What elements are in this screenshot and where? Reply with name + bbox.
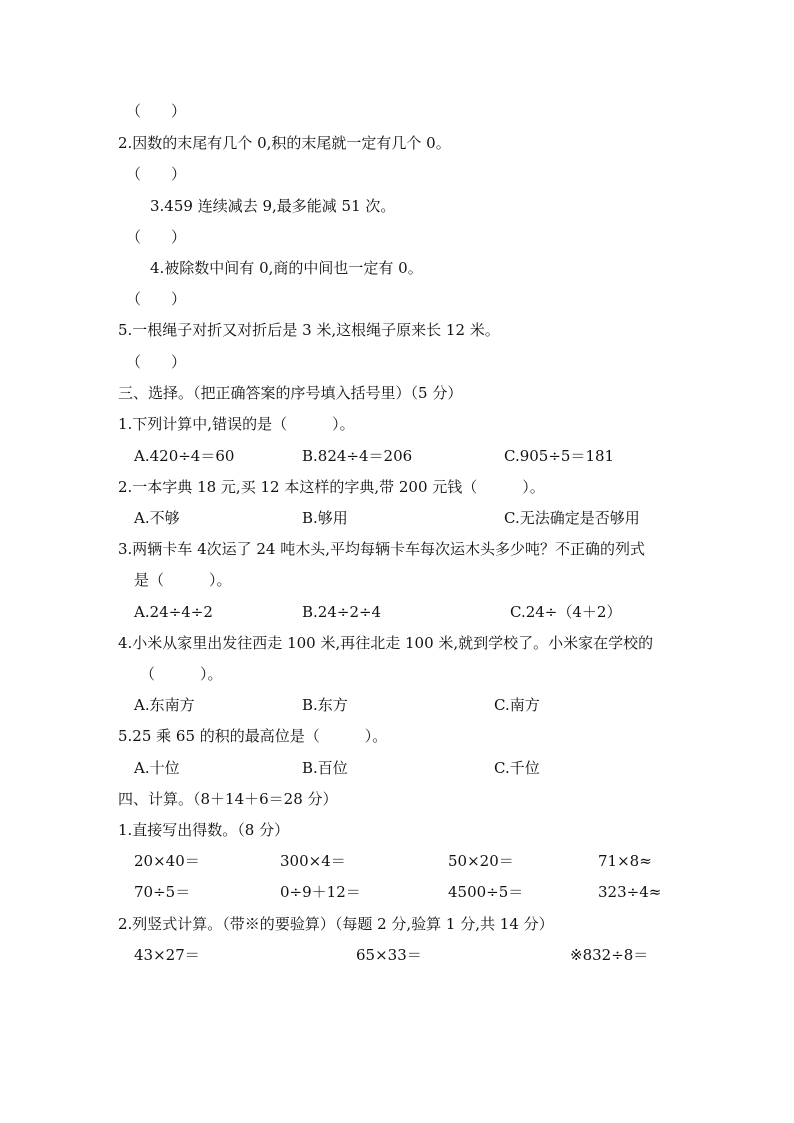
judge-item: 3.459 连续减去 9,最多能减 51 次。: [150, 197, 396, 215]
option-a: A.不够: [134, 509, 180, 527]
question-stem: 5.25 乘 65 的积的最高位是（ ）。: [118, 727, 388, 745]
option-b: B.够用: [302, 509, 348, 527]
calc-problem: 20×40＝: [134, 852, 200, 870]
calc-problem: 70÷5＝: [134, 883, 191, 901]
option-b: B.824÷4＝206: [302, 447, 413, 465]
calc-problem: 50×20＝: [448, 852, 514, 870]
option-c: C.905÷5＝181: [504, 447, 615, 465]
option-c: C.千位: [494, 759, 540, 777]
calc-problem: 65×33＝: [356, 946, 422, 964]
calc-problem: 43×27＝: [134, 946, 200, 964]
option-c: C.24÷（4＋2）: [510, 603, 622, 621]
answer-paren[interactable]: （ ）: [126, 290, 187, 308]
question-stem: 4.小米从家里出发往西走 100 米,再往北走 100 米,就到学校了。小米家在学校的: [118, 634, 654, 652]
calc-problem: 323÷4≈: [598, 883, 662, 901]
calc-problem: 300×4＝: [280, 852, 346, 870]
option-a: A.东南方: [134, 696, 195, 714]
question-stem: 3.两辆卡车 4次运了 24 吨木头,平均每辆卡车每次运木头多少吨？不正确的列式: [118, 540, 646, 558]
option-a: A.十位: [134, 759, 180, 777]
answer-paren[interactable]: （ ）: [126, 165, 187, 183]
judge-item: 5.一根绳子对折又对折后是 3 米,这根绳子原来长 12 米。: [118, 321, 500, 339]
calc-problem: 71×8≈: [598, 852, 652, 870]
question-stem-cont: （ ）。: [140, 665, 223, 683]
question-stem: 1.下列计算中,错误的是（ ）。: [118, 415, 355, 433]
calc-problem: 0÷9＋12＝: [280, 883, 361, 901]
answer-paren[interactable]: （ ）: [126, 353, 187, 371]
answer-paren[interactable]: （ ）: [126, 102, 187, 120]
subsection-title: 2.列竖式计算。（带※的要验算）（每题 2 分,验算 1 分,共 14 分）: [118, 915, 554, 933]
option-b: B.24÷2÷4: [302, 603, 382, 621]
option-c: C.无法确定是否够用: [504, 509, 640, 527]
calc-problem: 4500÷5＝: [448, 883, 524, 901]
section-heading-calc: 四、计算。（8＋14＋6＝28 分）: [118, 790, 338, 808]
question-stem-cont: 是（ ）。: [134, 571, 232, 589]
calc-problem: ※832÷8＝: [570, 946, 649, 964]
option-b: B.东方: [302, 696, 348, 714]
option-b: B.百位: [302, 759, 348, 777]
answer-paren[interactable]: （ ）: [126, 228, 187, 246]
option-c: C.南方: [494, 696, 540, 714]
question-stem: 2.一本字典 18 元,买 12 本这样的字典,带 200 元钱（ ）。: [118, 478, 545, 496]
option-a: A.420÷4＝60: [134, 447, 235, 465]
option-a: A.24÷4÷2: [134, 603, 213, 621]
judge-item: 2.因数的末尾有几个 0,积的末尾就一定有几个 0。: [118, 134, 451, 152]
subsection-title: 1.直接写出得数。（8 分）: [118, 821, 290, 839]
section-heading-choice: 三、选择。（把正确答案的序号填入括号里）（5 分）: [118, 384, 463, 402]
judge-item: 4.被除数中间有 0,商的中间也一定有 0。: [150, 259, 423, 277]
